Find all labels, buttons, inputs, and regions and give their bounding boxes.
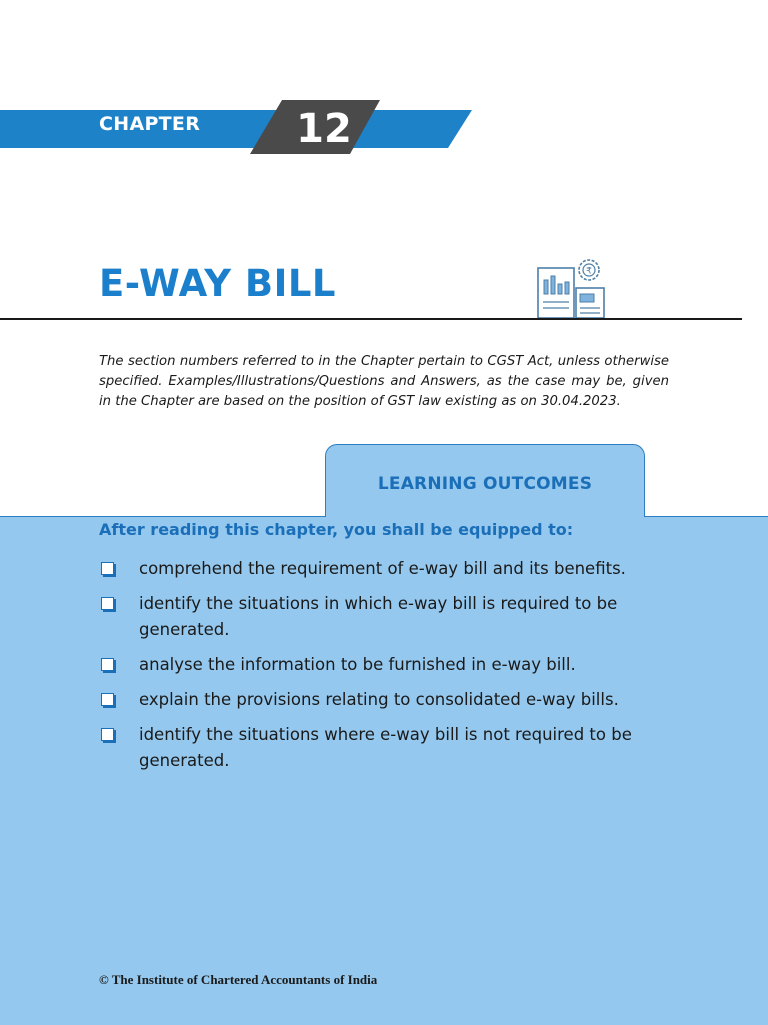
checkbox-bullet-icon [101, 658, 114, 671]
page-title: E-WAY BILL [99, 262, 337, 305]
outcome-item [99, 722, 679, 774]
learning-outcomes-list [99, 556, 679, 783]
outcome-item [99, 652, 679, 678]
checkbox-bullet-icon [101, 562, 114, 575]
copyright-footer: © The Institute of Chartered Accountants of India [99, 972, 378, 987]
chapter-label: CHAPTER [99, 113, 201, 135]
chapter-number: 12 [296, 106, 352, 152]
learning-outcomes-tab [325, 444, 645, 517]
outcome-text: comprehend the requirement of e-way bill and its benefits. [139, 559, 626, 578]
outcome-text: explain the provisions relating to consolidated e-way bills. [139, 690, 619, 709]
svg-text:₹: ₹ [586, 266, 592, 277]
checkbox-bullet-icon [101, 728, 114, 741]
document-chart-rupee-icon [534, 256, 610, 320]
learning-outcomes-intro: After reading this chapter, you shall be equipped to: [99, 520, 574, 539]
outcome-item [99, 556, 679, 582]
chapter-banner [0, 100, 480, 160]
checkbox-bullet-icon [101, 597, 114, 610]
outcome-text: analyse the information to be furnished in e-way bill. [139, 655, 576, 674]
outcome-text: identify the situations where e-way bill is not required to be generated. [139, 725, 632, 770]
outcome-text: identify the situations in which e-way bill is required to be generated. [139, 594, 618, 639]
title-divider [0, 318, 742, 320]
learning-outcomes-heading: LEARNING OUTCOMES [377, 474, 593, 494]
checkbox-bullet-icon [101, 693, 114, 706]
outcome-item [99, 591, 679, 643]
outcome-item [99, 687, 679, 713]
intro-paragraph: The section numbers referred to in the Chapter pertain to CGST Act, unless otherwise specified. Examples/Illustrations/Questions and Answers, as the case may be, given in the Chapter are based on the position of GST law existing as on 30.04.2023. [99, 354, 669, 409]
